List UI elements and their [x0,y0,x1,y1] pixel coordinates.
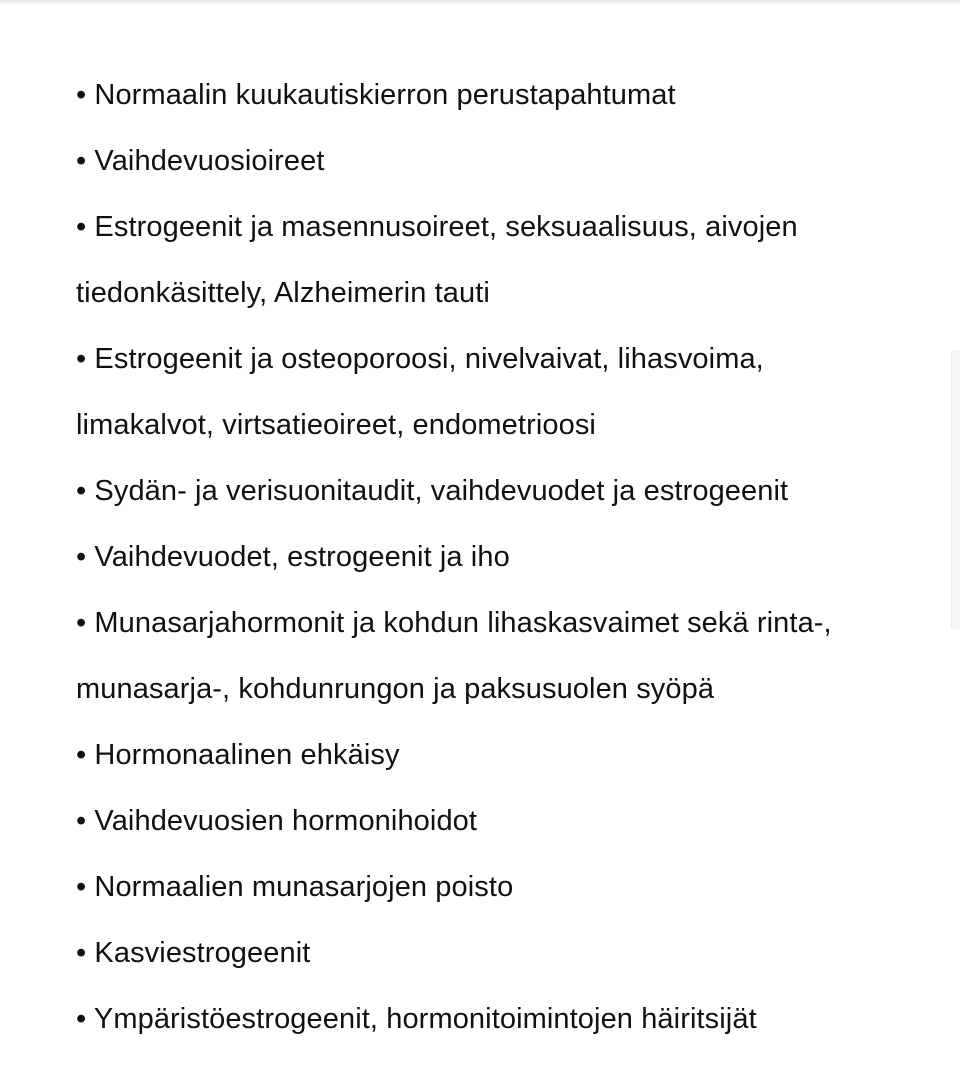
list-item: • Vaihdevuodet, estrogeenit ja iho [76,541,510,573]
list-item-continuation: munasarja-, kohdunrungon ja paksusuolen syöpä [76,673,715,705]
list-item-continuation: tiedonkäsittely, Alzheimerin tauti [76,277,490,309]
list-item: • Hormonaalinen ehkäisy [76,739,400,771]
scrollbar[interactable] [951,350,960,630]
list-item: • Vaihdevuosioireet [76,145,325,177]
top-divider [0,0,960,6]
list-item: • Estrogeenit ja masennusoireet, seksuaalisuus, aivojen [76,211,798,243]
list-item: • Kasviestrogeenit [76,937,311,969]
list-item: • Munasarjahormonit ja kohdun lihaskasvaimet sekä rinta-, [76,607,832,639]
list-item: • Normaalien munasarjojen poisto [76,871,514,903]
list-item-continuation: limakalvot, virtsatieoireet, endometrioosi [76,409,596,441]
topic-list [76,62,936,1052]
list-item: • Vaihdevuosien hormonihoidot [76,805,478,837]
list-item: • Ympäristöestrogeenit, hormonitoimintojen häiritsijät [76,1003,757,1035]
list-item: • Sydän- ja verisuonitaudit, vaihdevuodet ja estrogeenit [76,475,789,507]
list-item: • Normaalin kuukautiskierron perustapahtumat [76,79,676,111]
list-item: • Estrogeenit ja osteoporoosi, nivelvaivat, lihasvoima, [76,343,764,375]
